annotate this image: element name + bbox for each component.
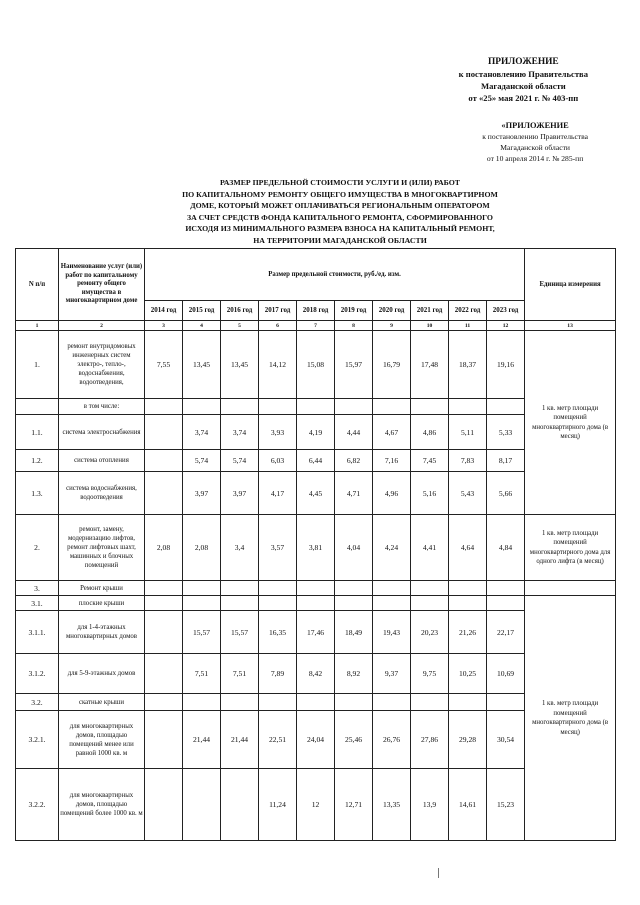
value-cell: 7,16: [373, 450, 411, 472]
row-name: ремонт, замену, модернизацию лифтов, ремонт лифтовых шахт, машинных и блочных помещений: [59, 515, 145, 581]
value-cell: 3,97: [221, 472, 259, 515]
value-cell: 19,43: [373, 611, 411, 654]
value-cell: [183, 399, 221, 415]
scan-mark: [438, 868, 439, 878]
row-name: система отопления: [59, 450, 145, 472]
appendix-header: [459, 56, 588, 104]
value-cell: [183, 694, 221, 711]
value-cell: [221, 694, 259, 711]
value-cell: [183, 596, 221, 611]
row-number: [16, 399, 59, 415]
row-name: Ремонт крыши: [59, 581, 145, 596]
value-cell: 4,84: [487, 515, 525, 581]
value-cell: 4,41: [411, 515, 449, 581]
value-cell: 18,49: [335, 611, 373, 654]
value-cell: [411, 581, 449, 596]
row-number: 3.1.2.: [16, 654, 59, 694]
row-number: 3.2.: [16, 694, 59, 711]
value-cell: 4,64: [449, 515, 487, 581]
value-cell: 4,96: [373, 472, 411, 515]
year-header: 2018 год: [297, 301, 335, 321]
value-cell: [259, 581, 297, 596]
row-name: система электроснабжения: [59, 415, 145, 450]
value-cell: 7,51: [183, 654, 221, 694]
value-cell: 26,76: [373, 711, 411, 769]
year-header: 2017 год: [259, 301, 297, 321]
value-cell: 8,42: [297, 654, 335, 694]
row-number: 3.2.1.: [16, 711, 59, 769]
value-cell: 4,67: [373, 415, 411, 450]
value-cell: 2,08: [145, 515, 183, 581]
value-cell: 4,04: [335, 515, 373, 581]
value-cell: 4,44: [335, 415, 373, 450]
header-size: Размер предельной стоимости, руб./ед. изм.: [145, 249, 525, 301]
value-cell: 7,55: [145, 331, 183, 399]
row-name: для 1-4-этажных многоквартирных домов: [59, 611, 145, 654]
value-cell: [145, 611, 183, 654]
value-cell: 3,74: [221, 415, 259, 450]
value-cell: [145, 581, 183, 596]
column-number: 12: [487, 321, 525, 331]
value-cell: 5,11: [449, 415, 487, 450]
value-cell: [221, 581, 259, 596]
appendix-header-line: к постановлению Правительства: [458, 69, 588, 79]
value-cell: 13,45: [221, 331, 259, 399]
value-cell: [145, 654, 183, 694]
value-cell: 13,35: [373, 769, 411, 841]
value-cell: 5,74: [183, 450, 221, 472]
value-cell: 29,28: [449, 711, 487, 769]
value-cell: [145, 769, 183, 841]
value-cell: [145, 472, 183, 515]
year-header: 2020 год: [373, 301, 411, 321]
value-cell: 7,45: [411, 450, 449, 472]
value-cell: 3,97: [183, 472, 221, 515]
table-row: [16, 331, 616, 399]
row-name: для многоквартирных домов, площадью помещений более 1000 кв. м: [59, 769, 145, 841]
year-header: 2019 год: [335, 301, 373, 321]
value-cell: [335, 399, 373, 415]
value-cell: 4,24: [373, 515, 411, 581]
row-number: 1.1.: [16, 415, 59, 450]
value-cell: [145, 399, 183, 415]
value-cell: [487, 581, 525, 596]
value-cell: [183, 581, 221, 596]
value-cell: 9,75: [411, 654, 449, 694]
value-cell: 3,4: [221, 515, 259, 581]
previous-appendix-header: [482, 120, 588, 164]
title-line: ЗА СЧЕТ СРЕДСТВ ФОНДА КАПИТАЛЬНОГО РЕМОНТА, СФОРМИРОВАННОГО: [186, 212, 493, 222]
value-cell: [373, 596, 411, 611]
value-cell: 16,35: [259, 611, 297, 654]
value-cell: 15,57: [183, 611, 221, 654]
unit-cell: 1 кв. метр площади помещений многоквартирного дома для одного лифта (в месяц): [525, 515, 616, 581]
row-name: система водоснабжения, водоотведения: [59, 472, 145, 515]
column-number: 1: [16, 321, 59, 331]
column-number: 7: [297, 321, 335, 331]
value-cell: [373, 399, 411, 415]
cost-table: [15, 248, 616, 841]
appendix-header-line: Магаданской области: [480, 81, 566, 91]
value-cell: [221, 596, 259, 611]
row-number: 3.: [16, 581, 59, 596]
row-number: 3.1.: [16, 596, 59, 611]
value-cell: 22,51: [259, 711, 297, 769]
row-name: для многоквартирных домов, площадью помещений менее или равной 1000 кв. м: [59, 711, 145, 769]
unit-cell: 1 кв. метр площади помещений многоквартирного дома (в месяц): [525, 331, 616, 515]
title-line: ДОМЕ, КОТОРЫЙ МОЖЕТ ОПЛАЧИВАТЬСЯ РЕГИОНАЛЬНЫМ ОПЕРАТОРОМ: [190, 201, 490, 211]
column-number: 11: [449, 321, 487, 331]
value-cell: [297, 399, 335, 415]
value-cell: 10,25: [449, 654, 487, 694]
value-cell: [145, 450, 183, 472]
value-cell: [297, 596, 335, 611]
row-name: скатные крыши: [59, 694, 145, 711]
value-cell: 5,66: [487, 472, 525, 515]
value-cell: 19,16: [487, 331, 525, 399]
row-name: ремонт внутридомовых инженерных систем электро-, тепло-, водоснабжения, водоотведения,: [59, 331, 145, 399]
column-number: 8: [335, 321, 373, 331]
value-cell: 7,51: [221, 654, 259, 694]
column-number: 9: [373, 321, 411, 331]
value-cell: 4,17: [259, 472, 297, 515]
document-title: [120, 177, 560, 247]
value-cell: 4,71: [335, 472, 373, 515]
value-cell: 21,44: [183, 711, 221, 769]
header-number: N п/п: [16, 249, 59, 321]
title-line: ПО КАПИТАЛЬНОМУ РЕМОНТУ ОБЩЕГО ИМУЩЕСТВА В МНОГОКВАРТИРНОМ: [182, 189, 498, 199]
row-number: 3.2.2.: [16, 769, 59, 841]
year-header: 2023 год: [487, 301, 525, 321]
value-cell: 3,57: [259, 515, 297, 581]
value-cell: 8,92: [335, 654, 373, 694]
value-cell: 4,19: [297, 415, 335, 450]
value-cell: 3,81: [297, 515, 335, 581]
value-cell: 8,17: [487, 450, 525, 472]
value-cell: 21,26: [449, 611, 487, 654]
value-cell: [373, 694, 411, 711]
value-cell: 17,46: [297, 611, 335, 654]
row-name: в том числе:: [59, 399, 145, 415]
value-cell: [335, 694, 373, 711]
value-cell: [259, 694, 297, 711]
year-header: 2022 год: [449, 301, 487, 321]
appendix-header-line: ПРИЛОЖЕНИЕ: [487, 57, 559, 67]
value-cell: 24,04: [297, 711, 335, 769]
value-cell: [335, 596, 373, 611]
value-cell: 6,82: [335, 450, 373, 472]
column-number: 6: [259, 321, 297, 331]
value-cell: 15,57: [221, 611, 259, 654]
value-cell: [259, 596, 297, 611]
column-numbers-row: [16, 321, 616, 331]
value-cell: 15,97: [335, 331, 373, 399]
unit-cell: 1 кв. метр площади помещений многоквартирного дома (в месяц): [525, 596, 616, 841]
year-header: 2016 год: [221, 301, 259, 321]
value-cell: [221, 769, 259, 841]
value-cell: 5,16: [411, 472, 449, 515]
value-cell: 5,43: [449, 472, 487, 515]
value-cell: 16,79: [373, 331, 411, 399]
value-cell: 6,44: [297, 450, 335, 472]
unit-cell-empty: [525, 581, 616, 596]
value-cell: [145, 711, 183, 769]
value-cell: 14,61: [449, 769, 487, 841]
year-header: 2021 год: [411, 301, 449, 321]
column-number: 5: [221, 321, 259, 331]
value-cell: [411, 596, 449, 611]
value-cell: [449, 581, 487, 596]
year-header: 2015 год: [183, 301, 221, 321]
appendix-header-line: от «25» мая 2021 г. № 403-пп: [468, 93, 579, 103]
column-number: 3: [145, 321, 183, 331]
value-cell: 15,23: [487, 769, 525, 841]
previous-header-line: к постановлению Правительства: [482, 132, 588, 141]
value-cell: [487, 596, 525, 611]
value-cell: 22,17: [487, 611, 525, 654]
value-cell: [297, 581, 335, 596]
value-cell: [373, 581, 411, 596]
value-cell: 15,08: [297, 331, 335, 399]
value-cell: 10,69: [487, 654, 525, 694]
year-header: 2014 год: [145, 301, 183, 321]
column-number: 13: [525, 321, 616, 331]
value-cell: 25,46: [335, 711, 373, 769]
value-cell: 6,03: [259, 450, 297, 472]
row-number: 1.2.: [16, 450, 59, 472]
row-number: 2.: [16, 515, 59, 581]
value-cell: [487, 399, 525, 415]
value-cell: [411, 694, 449, 711]
row-name: для 5-9-этажных домов: [59, 654, 145, 694]
column-number: 10: [411, 321, 449, 331]
value-cell: 13,9: [411, 769, 449, 841]
value-cell: [335, 581, 373, 596]
value-cell: 18,37: [449, 331, 487, 399]
value-cell: [221, 399, 259, 415]
previous-header-line: «ПРИЛОЖЕНИЕ: [501, 121, 569, 130]
value-cell: [411, 399, 449, 415]
value-cell: 5,33: [487, 415, 525, 450]
value-cell: [449, 694, 487, 711]
value-cell: 3,93: [259, 415, 297, 450]
value-cell: 11,24: [259, 769, 297, 841]
value-cell: 4,45: [297, 472, 335, 515]
value-cell: 30,54: [487, 711, 525, 769]
value-cell: [145, 415, 183, 450]
value-cell: [449, 596, 487, 611]
row-number: 3.1.1.: [16, 611, 59, 654]
value-cell: 14,12: [259, 331, 297, 399]
previous-header-line: Магаданской области: [500, 143, 570, 152]
value-cell: 27,86: [411, 711, 449, 769]
value-cell: [259, 399, 297, 415]
value-cell: 17,48: [411, 331, 449, 399]
value-cell: [145, 694, 183, 711]
value-cell: 9,37: [373, 654, 411, 694]
title-line: РАЗМЕР ПРЕДЕЛЬНОЙ СТОИМОСТИ УСЛУГИ И (ИЛИ) РАБОТ: [220, 178, 460, 187]
header-unit: Единица измерения: [525, 249, 616, 321]
row-name: плоские крыши: [59, 596, 145, 611]
value-cell: [145, 596, 183, 611]
table-row: [16, 596, 616, 611]
table-row: [16, 515, 616, 581]
value-cell: 20,23: [411, 611, 449, 654]
column-number: 4: [183, 321, 221, 331]
title-line: ИСХОДЯ ИЗ МИНИМАЛЬНОГО РАЗМЕРА ВЗНОСА НА КАПИТАЛЬНЫЙ РЕМОНТ,: [185, 224, 495, 234]
value-cell: 7,89: [259, 654, 297, 694]
column-number: 2: [59, 321, 145, 331]
value-cell: 2,08: [183, 515, 221, 581]
title-line: НА ТЕРРИТОРИИ МАГАДАНСКОЙ ОБЛАСТИ: [253, 235, 427, 245]
value-cell: [183, 769, 221, 841]
value-cell: [449, 399, 487, 415]
value-cell: 7,83: [449, 450, 487, 472]
value-cell: 21,44: [221, 711, 259, 769]
row-number: 1.3.: [16, 472, 59, 515]
value-cell: 5,74: [221, 450, 259, 472]
value-cell: 4,86: [411, 415, 449, 450]
value-cell: 12,71: [335, 769, 373, 841]
value-cell: [297, 694, 335, 711]
row-number: 1.: [16, 331, 59, 399]
table-row: [16, 581, 616, 596]
value-cell: [487, 694, 525, 711]
header-name: Наименование услуг (или) работ по капитальному ремонту общего имущества в многоквартирном доме: [59, 249, 145, 321]
value-cell: 13,45: [183, 331, 221, 399]
value-cell: 3,74: [183, 415, 221, 450]
previous-header-line: от 10 апреля 2014 г. № 285-пп: [486, 154, 584, 163]
value-cell: 12: [297, 769, 335, 841]
